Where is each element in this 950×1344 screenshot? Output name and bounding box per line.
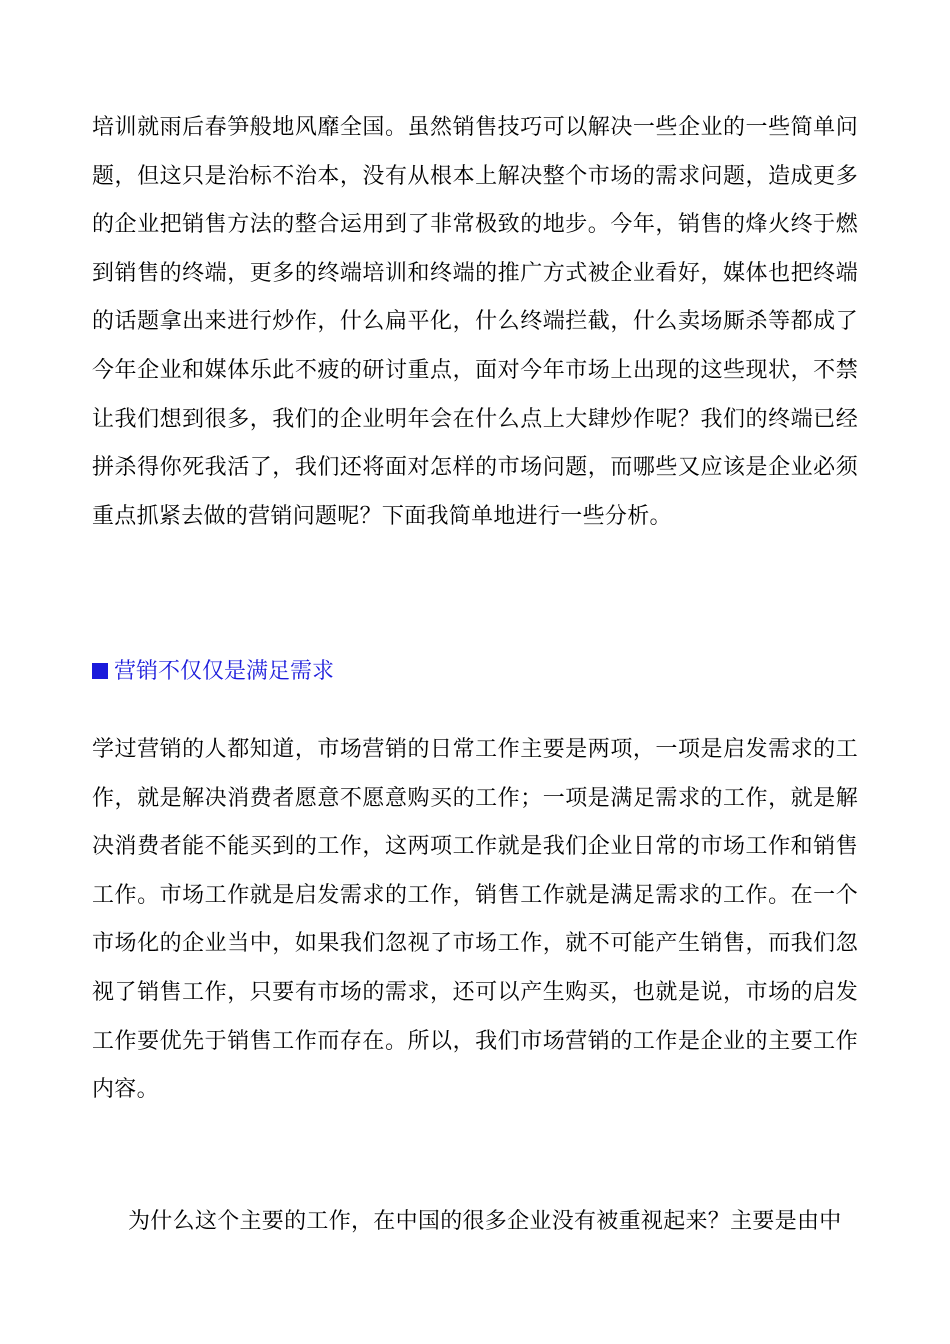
body-paragraph-2: 学过营销的人都知道，市场营销的日常工作主要是两项，一项是启发需求的工作，就是解决消费者愿意不愿意购买的工作；一项是满足需求的工作，就是解决消费者能不能买到的工作，这两项工作就是我们企业日常的市场工作和销售工作。市场工作就是启发需求的工作，销售工作就是满足需求的工作。在一个市场化的企业当中，如果我们忽视了市场工作，就不可能产生销售，而我们忽视了销售工作，只要有市场的需求，还可以产生购买，也就是说，市场的启发工作要优先于销售工作而存在。所以，我们市场营销的工作是企业的主要工作内容。 (92, 737, 858, 1103)
body-paragraph-1: 培训就雨后春笋般地风靡全国。虽然销售技巧可以解决一些企业的一些简单问题，但这只是治标不治本，没有从根本上解决整个市场的需求问题，造成更多的企业把销售方法的整合运用到了非常极致的地步。今年，销售的烽火终于燃到销售的终端，更多的终端培训和终端的推广方式被企业看好，媒体也把终端的话题拿出来进行炒作，什么扁平化，什么终端拦截，什么卖场厮杀等都成了今年企业和媒体乐此不疲的研讨重点，面对今年市场上出现的这些现状，不禁让我们想到很多，我们的企业明年会在什么点上大肆炒作呢？我们的终端已经拼杀得你死我活了，我们还将面对怎样的市场问题，而哪些又应该是企业必须重点抓紧去做的营销问题呢？下面我简单地进行一些分析。 (92, 115, 858, 529)
square-bullet-icon (92, 663, 108, 679)
body-paragraph-3: 为什么这个主要的工作，在中国的很多企业没有被重视起来？主要是由中 (128, 1209, 842, 1234)
section-heading (92, 654, 334, 690)
section-heading-text: 营销不仅仅是满足需求 (114, 659, 335, 684)
